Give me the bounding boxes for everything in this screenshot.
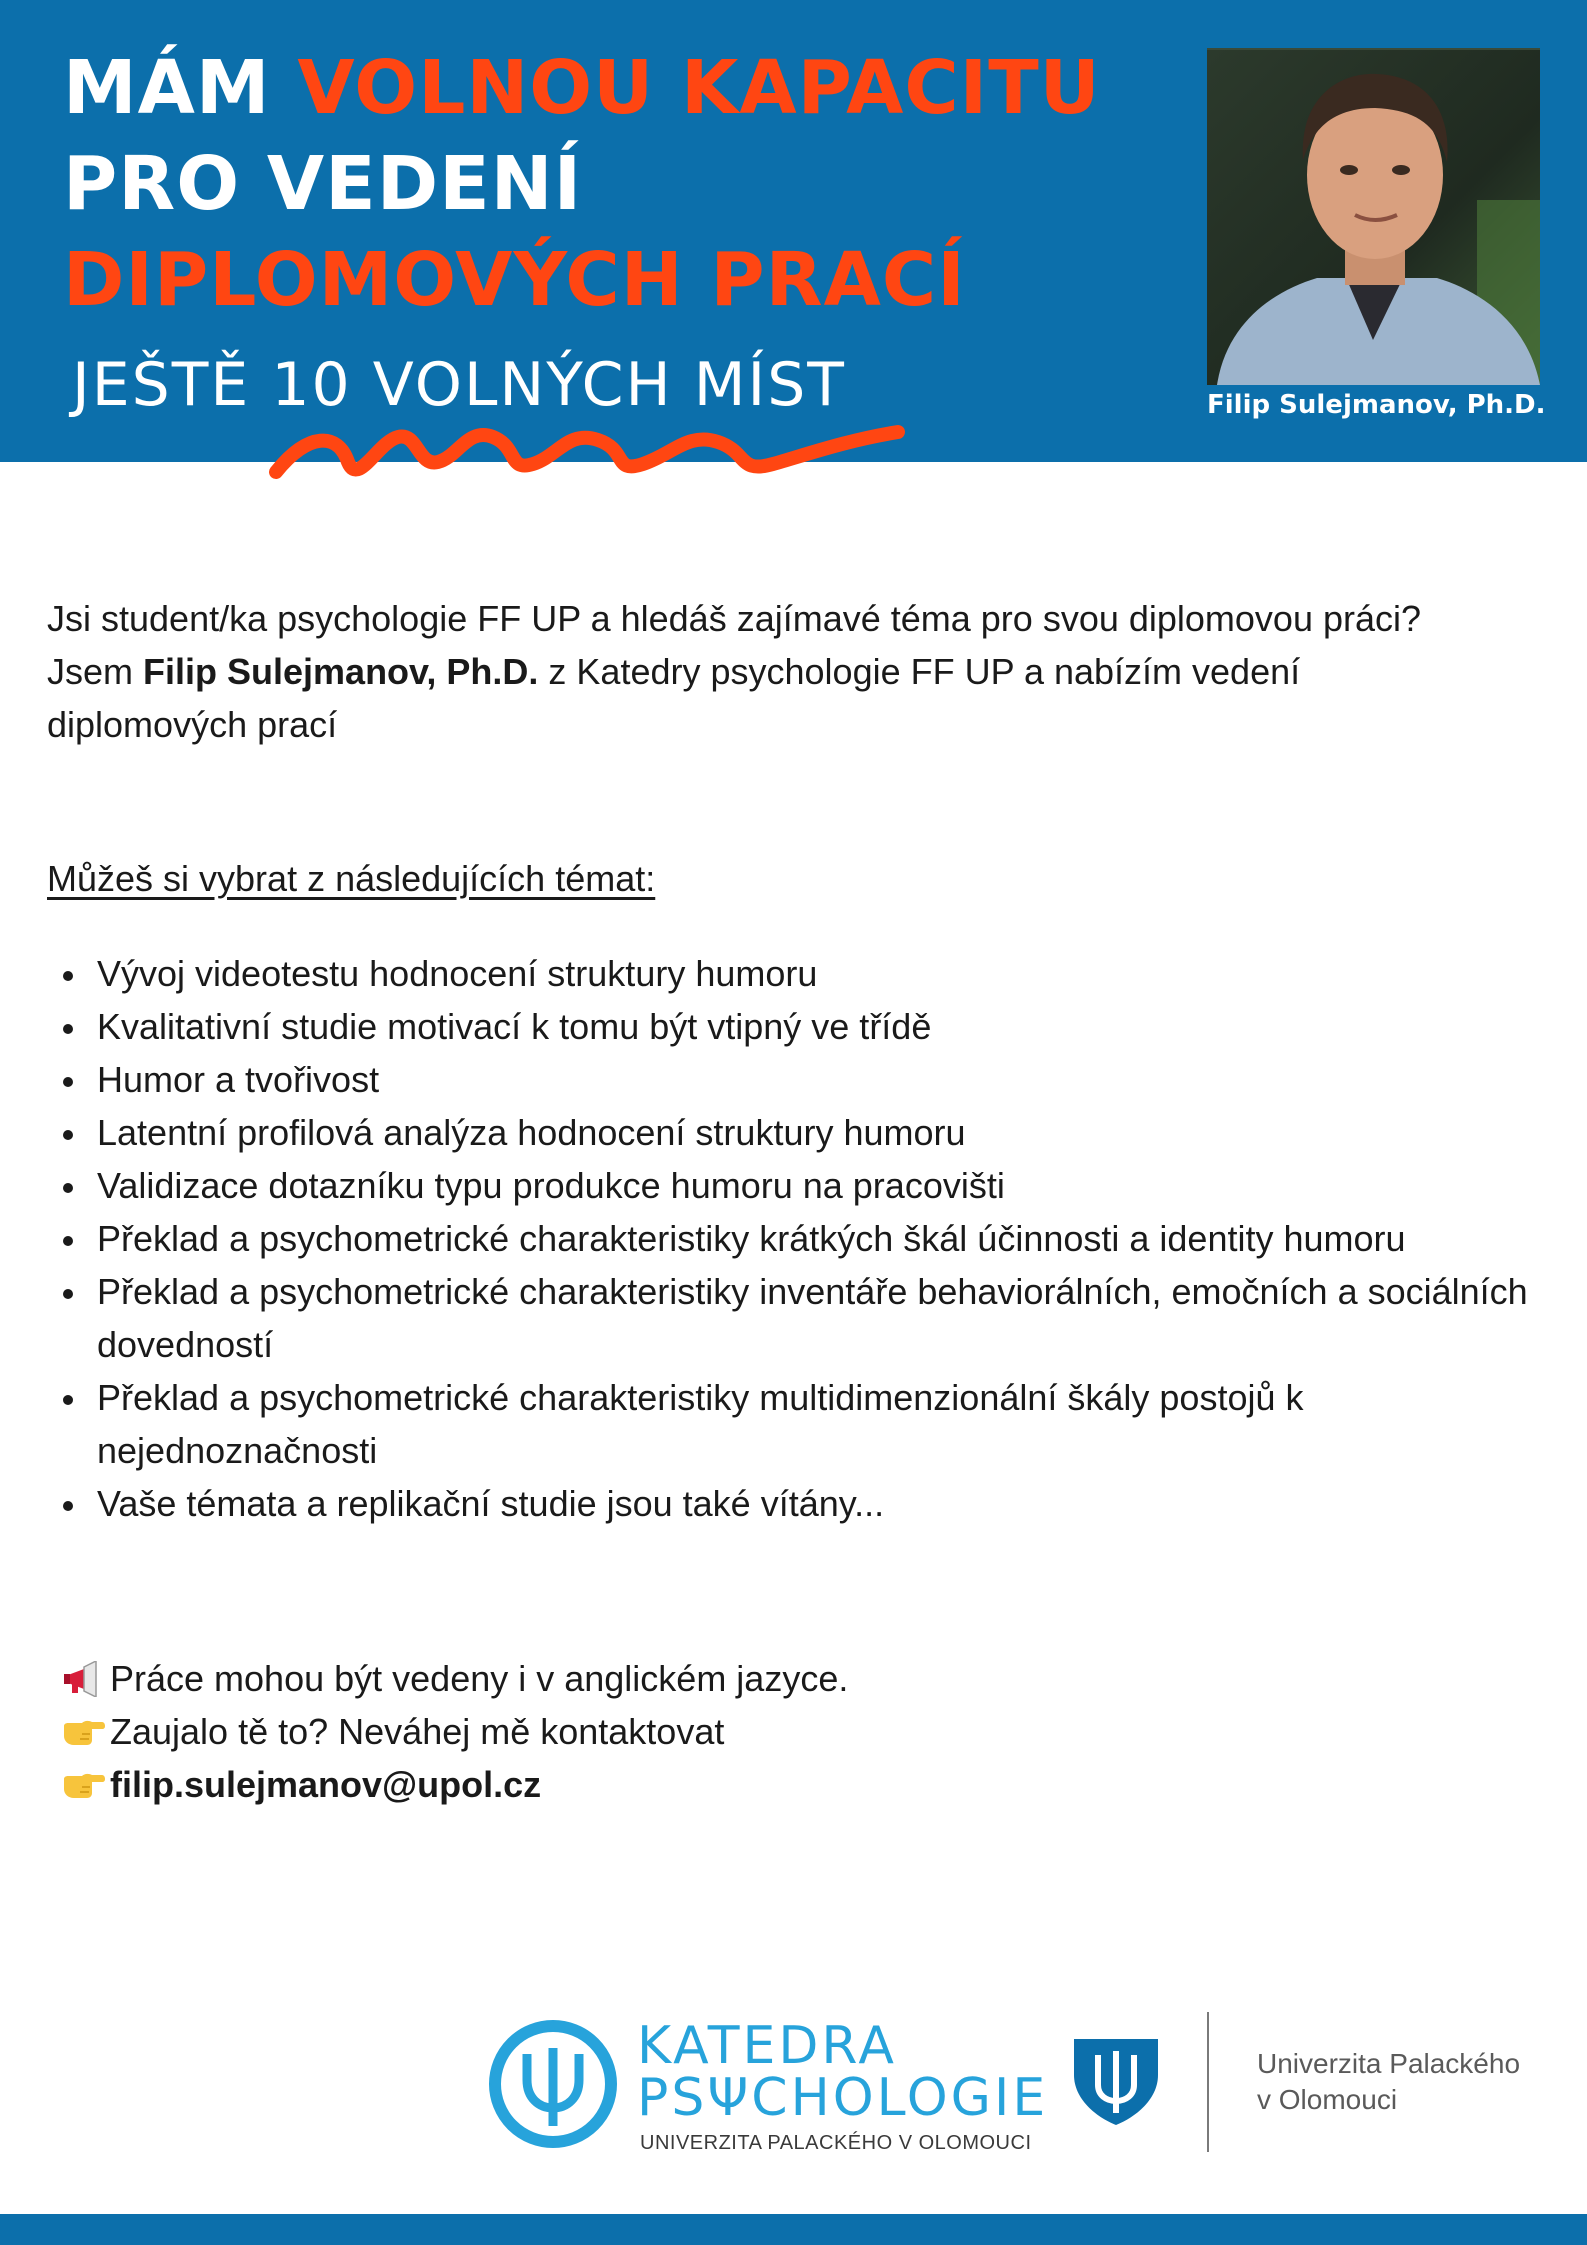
topics-list — [47, 947, 1537, 1530]
logo-divider — [1207, 2012, 1209, 2152]
portrait-photo — [1207, 48, 1540, 385]
list-item: Překlad a psychometrické charakteristiky krátkých škál účinnosti a identity humoru — [47, 1212, 1537, 1265]
dept-logo-line-3: UNIVERZITA PALACKÉHO V OLOMOUCI — [640, 2132, 1032, 2154]
intro-line-2-suffix: z Katedry psychologie FF UP a nabízím vedení — [538, 651, 1301, 692]
note-email — [62, 1758, 848, 1811]
list-item: Validizace dotazníku typu produkce humoru na pracovišti — [47, 1159, 1537, 1212]
contact-email[interactable]: filip.sulejmanov@upol.cz — [110, 1764, 542, 1805]
supervisor-name: Filip Sulejmanov, Ph.D. — [143, 651, 539, 692]
dept-logo-line-2: PSΨCHOLOGIE — [637, 2068, 1049, 2128]
note-english — [62, 1652, 848, 1705]
dept-logo-line-1: KATEDRA — [637, 2016, 897, 2076]
headline-part-white: MÁM — [63, 45, 298, 131]
university-name-line-2: v Olomouci — [1257, 2084, 1398, 2115]
psi-logo-icon — [487, 2018, 619, 2150]
subheadline: JEŠTĚ 10 VOLNÝCH MÍST — [72, 350, 846, 420]
squiggle-underline — [268, 412, 908, 492]
notes-section — [62, 1652, 848, 1811]
photo-caption: Filip Sulejmanov, Ph.D. — [1207, 390, 1546, 420]
list-item: Vaše témata a replikační studie jsou také vítány... — [47, 1477, 1537, 1530]
list-item: Překlad a psychometrické charakteristiky inventáře behaviorálních, emočních a sociálních dovedností — [47, 1265, 1537, 1371]
headline-line-3: DIPLOMOVÝCH PRACÍ — [63, 237, 966, 323]
intro-line-1: Jsi student/ka psychologie FF UP a hledáš zajímavé téma pro svou diplomovou práci? — [47, 598, 1422, 639]
headline-part-orange: VOLNOU KAPACITU — [297, 45, 1101, 131]
note-interest-text: Zaujalo tě to? Neváhej mě kontaktovat — [110, 1711, 725, 1752]
note-interest — [62, 1705, 848, 1758]
note-english-text: Práce mohou být vedeny i v anglickém jazyce. — [110, 1658, 849, 1699]
portrait-image — [1207, 50, 1540, 385]
headline-line-2: PRO VEDENÍ — [63, 141, 583, 227]
list-item: Latentní profilová analýza hodnocení struktury humoru — [47, 1106, 1537, 1159]
university-shield-icon — [1070, 2035, 1162, 2127]
intro-line-2-prefix: Jsem — [47, 651, 144, 692]
list-item: Překlad a psychometrické charakteristiky multidimenzionální škály postojů k nejednoznačnosti — [47, 1371, 1537, 1477]
topics-heading: Můžeš si vybrat z následujících témat: — [47, 858, 656, 899]
list-item: Kvalitativní studie motivací k tomu být vtipný ve třídě — [47, 1000, 1537, 1053]
university-name — [1257, 2046, 1520, 2118]
headline — [63, 40, 1101, 328]
bottom-bar — [0, 2214, 1587, 2245]
intro-section — [47, 592, 1547, 751]
pointing-hand-icon — [62, 1767, 106, 1803]
list-item: Vývoj videotestu hodnocení struktury humoru — [47, 947, 1537, 1000]
footer-logos — [0, 1990, 1587, 2190]
list-item: Humor a tvořivost — [47, 1053, 1537, 1106]
pointing-hand-icon — [62, 1714, 106, 1750]
intro-line-3: diplomových prací — [47, 704, 338, 745]
header-banner — [0, 0, 1587, 462]
university-name-line-1: Univerzita Palackého — [1257, 2048, 1521, 2079]
megaphone-icon — [62, 1661, 106, 1697]
intro-text — [47, 592, 1547, 751]
